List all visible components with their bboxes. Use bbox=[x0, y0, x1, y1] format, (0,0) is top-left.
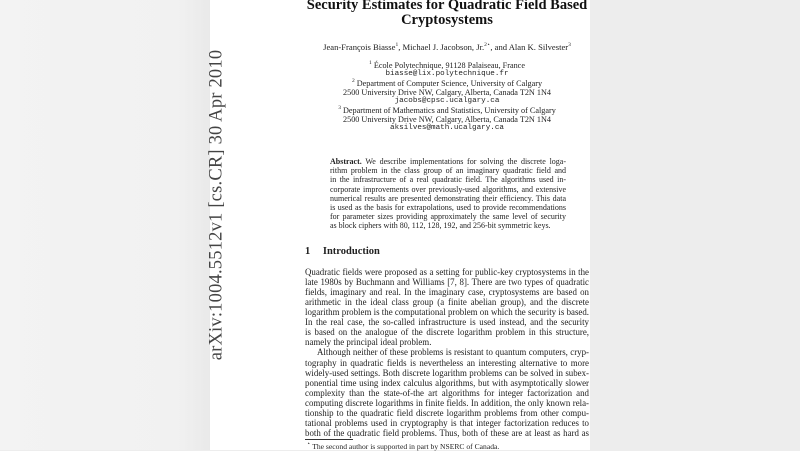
paragraph-line: arithmetic in the ideal class group (a finite abelian group), and the discrete bbox=[305, 296, 589, 307]
paragraph-line: namely the principal ideal problem. bbox=[305, 337, 432, 348]
affiliation-sup: 2 bbox=[351, 78, 355, 84]
paragraph-line: tography in quadratic fields is nevertheless an interesting alternative to more bbox=[305, 357, 589, 368]
footnote-mark: ⋆ bbox=[307, 441, 311, 447]
author-name: , Michael J. Jacobson, Jr. bbox=[398, 42, 485, 52]
footnote-text: The second author is supported in part by NSERC of Canada. bbox=[310, 442, 500, 451]
footnote-rule bbox=[305, 439, 353, 440]
paragraph-line: late 1980s by Buchmann and Williams [7, 8]. There are two types of quadratic bbox=[305, 276, 589, 287]
abstract-text: as block ciphers with 80, 112, 128, 192, and 256-bit symmetric keys. bbox=[330, 221, 551, 231]
abstract-text: numerical results are presented demonstrating their efficiency. This data bbox=[330, 193, 566, 203]
abstract-line bbox=[330, 221, 566, 231]
viewer-background bbox=[0, 0, 210, 450]
author-name: , and Alan K. Silvester bbox=[490, 42, 569, 52]
paper-title-line-1: Security Estimates for Quadratic Field Based bbox=[306, 0, 588, 13]
affiliation-2-address: 2500 University Drive NW, Calgary, Alberta, Canada T2N 1N4 bbox=[343, 88, 551, 97]
paragraph-line: both of the quadratic field problems. Thus, both of these are at least as hard as bbox=[305, 428, 589, 439]
paragraph-line: fields, imaginary and real. In the imaginary case, cryptosystems are based on bbox=[305, 286, 589, 297]
affiliation-2-email: jacobs@cpsc.ucalgary.ca bbox=[394, 97, 500, 105]
paragraph-line: tational problems used in cryptography is that integer factorization reduces to bbox=[305, 418, 589, 429]
paragraph-line: widely-used settings. Both discrete logarithm problems can be solved in subex- bbox=[305, 367, 589, 378]
affiliation-1 bbox=[305, 61, 589, 70]
abstract-text: for parameter sizes providing approximately the same level of security bbox=[330, 212, 566, 222]
paragraph-line: logarithm problem is the computational problem on which the security is based. bbox=[305, 306, 589, 317]
abstract-text: We describe implementations for solving the discrete loga- bbox=[361, 157, 566, 166]
section-heading bbox=[305, 246, 380, 257]
paragraph-line: Quadratic fields were proposed as a setting for public-key cryptosystems in the bbox=[305, 266, 589, 277]
paragraph-line: tionship to the quadratic field discrete logarithm problems from other compu- bbox=[305, 408, 589, 419]
arxiv-stamp: arXiv:1004.5512v1 [cs.CR] 30 Apr 2010 bbox=[206, 49, 227, 361]
paper-title-line-2: Cryptosystems bbox=[401, 12, 493, 28]
section-number: 1 bbox=[305, 246, 311, 257]
author-name: Jean-François Biasse bbox=[323, 42, 396, 52]
affiliation-sup: 1 bbox=[369, 60, 372, 66]
affiliation-3 bbox=[305, 106, 589, 115]
paragraph-line: complexity than the state-of-the art algorithms for integer factorization and bbox=[305, 387, 589, 398]
affiliation-3-email: aksilves@math.ucalgary.ca bbox=[390, 124, 504, 132]
abstract-label: Abstract. bbox=[330, 157, 362, 166]
paragraph-line: is based on the analogue of the discrete logarithm problem in this structure, bbox=[305, 327, 589, 338]
author-sup: 3 bbox=[568, 42, 571, 48]
paragraph-line: ponential time using index calculus algorithms, but with asymptotically slower bbox=[305, 377, 589, 388]
affiliation-name: Department of Mathematics and Statistics, University of Calgary bbox=[342, 106, 556, 115]
abstract-text: in the infrastructure of a real quadratic field. The algorithms used in- bbox=[330, 175, 566, 185]
author-sup: 1 bbox=[395, 42, 399, 48]
abstract-text: corporate improvements over previously-used algorithms, and extensive bbox=[330, 184, 566, 194]
author-list bbox=[305, 42, 589, 52]
author-sup: 2⋆ bbox=[484, 42, 491, 48]
abstract-text: is used as the basis for extrapolations, used to provide recommendations bbox=[330, 203, 566, 212]
affiliation-name: École Polytechnique, 91128 Palaiseau, France bbox=[373, 61, 525, 70]
abstract-text: rithm problem in the class group of an imaginary quadratic field and bbox=[330, 166, 566, 176]
paragraph-line: In the real case, the so-called infrastructure is used instead, and the security bbox=[305, 317, 589, 328]
paragraph-line: Although neither of these problems is resistant to quantum computers, cryp- bbox=[317, 347, 589, 358]
section-title: Introduction bbox=[322, 246, 380, 257]
affiliation-3-address: 2500 University Drive NW, Calgary, Alberta, Canada T2N 1N4 bbox=[343, 115, 551, 124]
affiliation-name: Department of Computer Science, University of Calgary bbox=[356, 79, 543, 88]
affiliation-2 bbox=[305, 79, 589, 88]
affiliation-sup: 3 bbox=[338, 105, 341, 111]
affiliation-1-email: biasse@lix.polytechnique.fr bbox=[385, 70, 509, 78]
paragraph-line: computing discrete logarithms in finite fields. In addition, the only known rela- bbox=[305, 398, 589, 409]
